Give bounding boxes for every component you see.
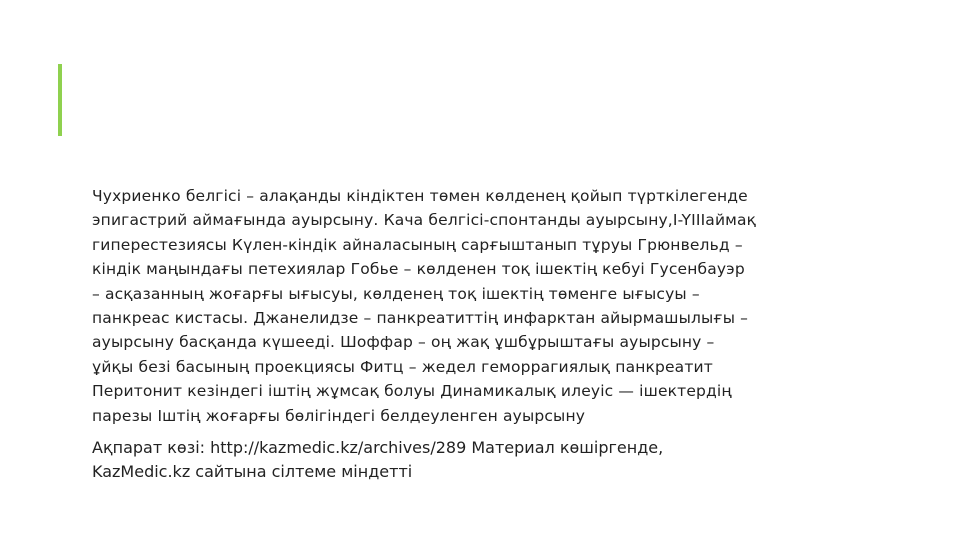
body-line: ұйқы безі басының проекциясы Фитц – жедел геморрагиялық панкреатит xyxy=(92,357,713,376)
body-text xyxy=(92,184,852,428)
source-note xyxy=(92,436,852,484)
body-line: Чухриенко белгісі – алақанды кіндіктен төмен көлденең қойып түрткілегенде xyxy=(92,187,748,205)
accent-bar xyxy=(58,64,62,136)
body-line: ауырсыну басқанда күшееді. Шоффар – оң жақ ұшбұрыштағы ауырсыну – xyxy=(92,333,715,352)
body-line: панкреас кистасы. Джанелидзе – панкреатиттің инфарктан айырмашылығы – xyxy=(92,309,749,328)
body-line: эпигастрий аймағында ауырсыну. Кача белгісі-спонтанды ауырсыну,I-YIIIаймақ xyxy=(92,211,757,230)
body-line: Перитонит кезіндегі іштің жұмсақ болуы Динамикалық илеуіс — ішектердің xyxy=(92,382,732,401)
body-line: парезы Іштің жоғарғы бөлігіндегі белдеуленген ауырсыну xyxy=(92,406,586,425)
body-line: гиперестезиясы Күлен-кіндік айналасының сарғыштанып тұруы Грюнвельд – xyxy=(92,235,743,254)
body-line: кіндік маңындағы петехиялар Гобье – көлденен тоқ ішектің кебуі Гусенбауэр xyxy=(92,260,745,279)
source-line: Ақпарат көзі: http://kazmedic.kz/archives/289 Материал көшіргенде, xyxy=(92,438,664,457)
body-line: – асқазанның жоғарғы ығысуы, көлденең тоқ ішектің төменге ығысуы – xyxy=(92,284,700,303)
source-line: KazMedic.kz сайтына сілтеме міндетті xyxy=(92,462,413,481)
